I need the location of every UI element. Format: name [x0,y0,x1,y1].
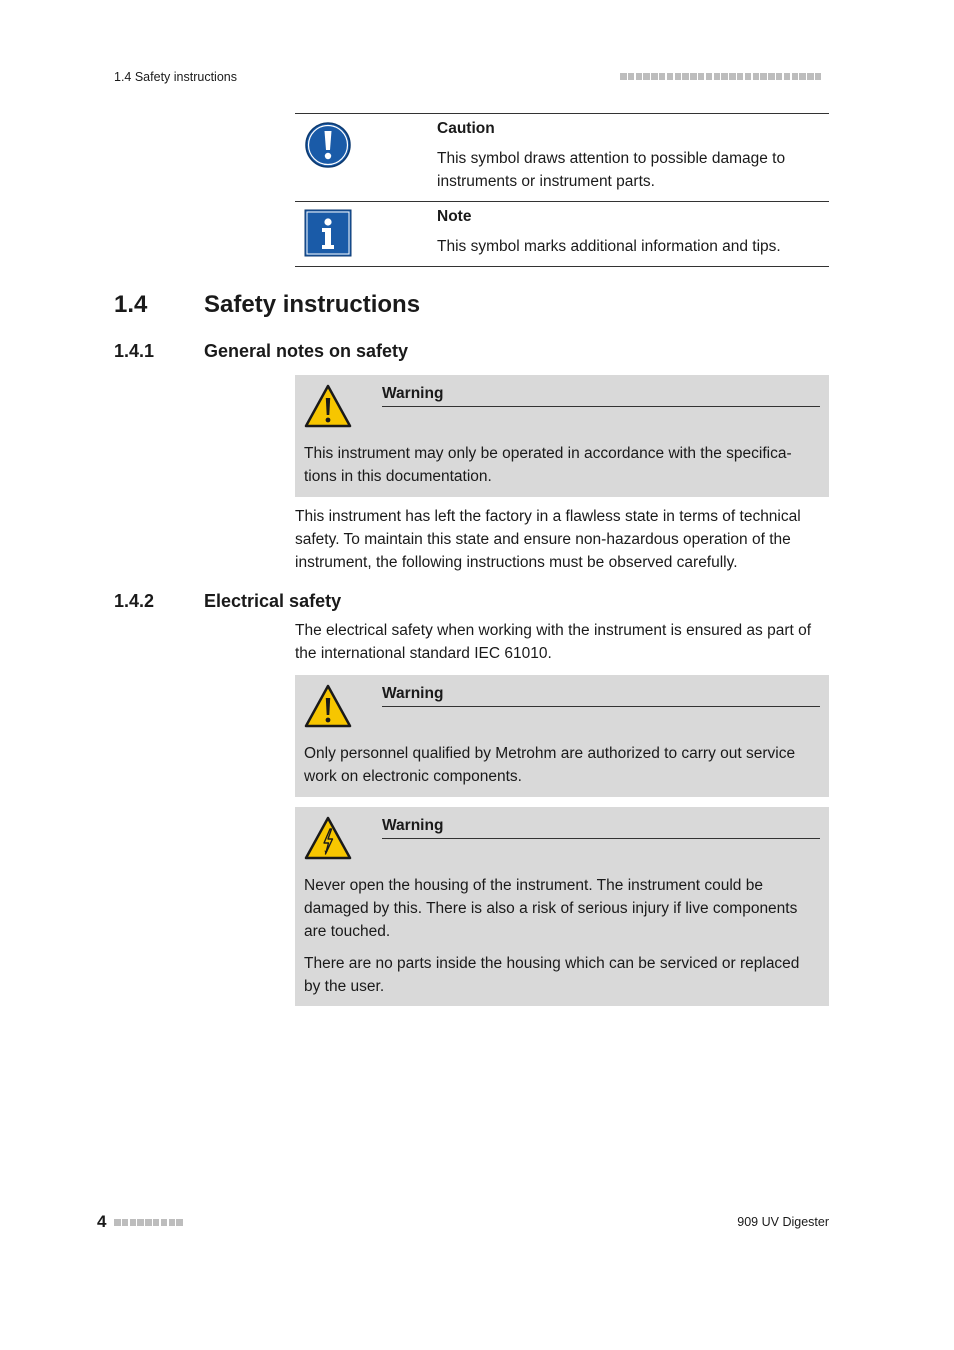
warning-box [295,675,829,797]
header-decoration [620,73,821,80]
symbol-table [295,113,829,267]
warning-triangle-icon [304,684,352,728]
note-title: Note [437,208,472,225]
section-title: Safety instructions [204,291,421,318]
caution-title: Caution [437,120,495,137]
warning-title: Warning [382,385,444,402]
paragraph-electrical: The electrical safety when working with the instrument is ensured as part of the international standard IEC 61010. [295,622,812,662]
warning-text: Only personnel qualified by Metrohm are authorized to carry out service work on electronic components. [304,745,796,785]
section-number: 1.4 [114,291,148,318]
page-number: 4 [97,1212,107,1231]
electrical-hazard-icon [304,816,352,860]
caution-icon [304,121,352,169]
symbol-row-note [295,201,829,267]
warning-text-2: There are no parts inside the housing which can be serviced or replaced by the user. [304,955,800,995]
caution-text: This symbol draws attention to possible damage to instruments or instrument parts. [437,150,786,190]
warning-text: This instrument may only be operated in accordance with the specifica-tions in this documentation. [304,445,792,485]
warning-box [295,375,829,497]
warning-title: Warning [382,817,444,834]
product-name: 909 UV Digester [737,1215,829,1229]
running-header: 1.4 Safety instructions [114,70,237,84]
paragraph-general: This instrument has left the factory in a flawless state in terms of technical safety. To maintain this state and ensure non-hazardous operation of the instrument, the following instructions must be observed carefully. [295,508,801,571]
symbol-row-caution [295,113,829,201]
warning-triangle-icon [304,384,352,428]
info-icon [304,209,352,257]
warning-box-electrical [295,807,829,1006]
note-text: This symbol marks additional information and tips. [437,238,781,255]
footer-decoration [114,1219,183,1226]
warning-text-1: Never open the housing of the instrument. The instrument could be damaged by this. There is also a risk of serious injury if live components are touched. [304,877,798,940]
warning-title: Warning [382,685,444,702]
